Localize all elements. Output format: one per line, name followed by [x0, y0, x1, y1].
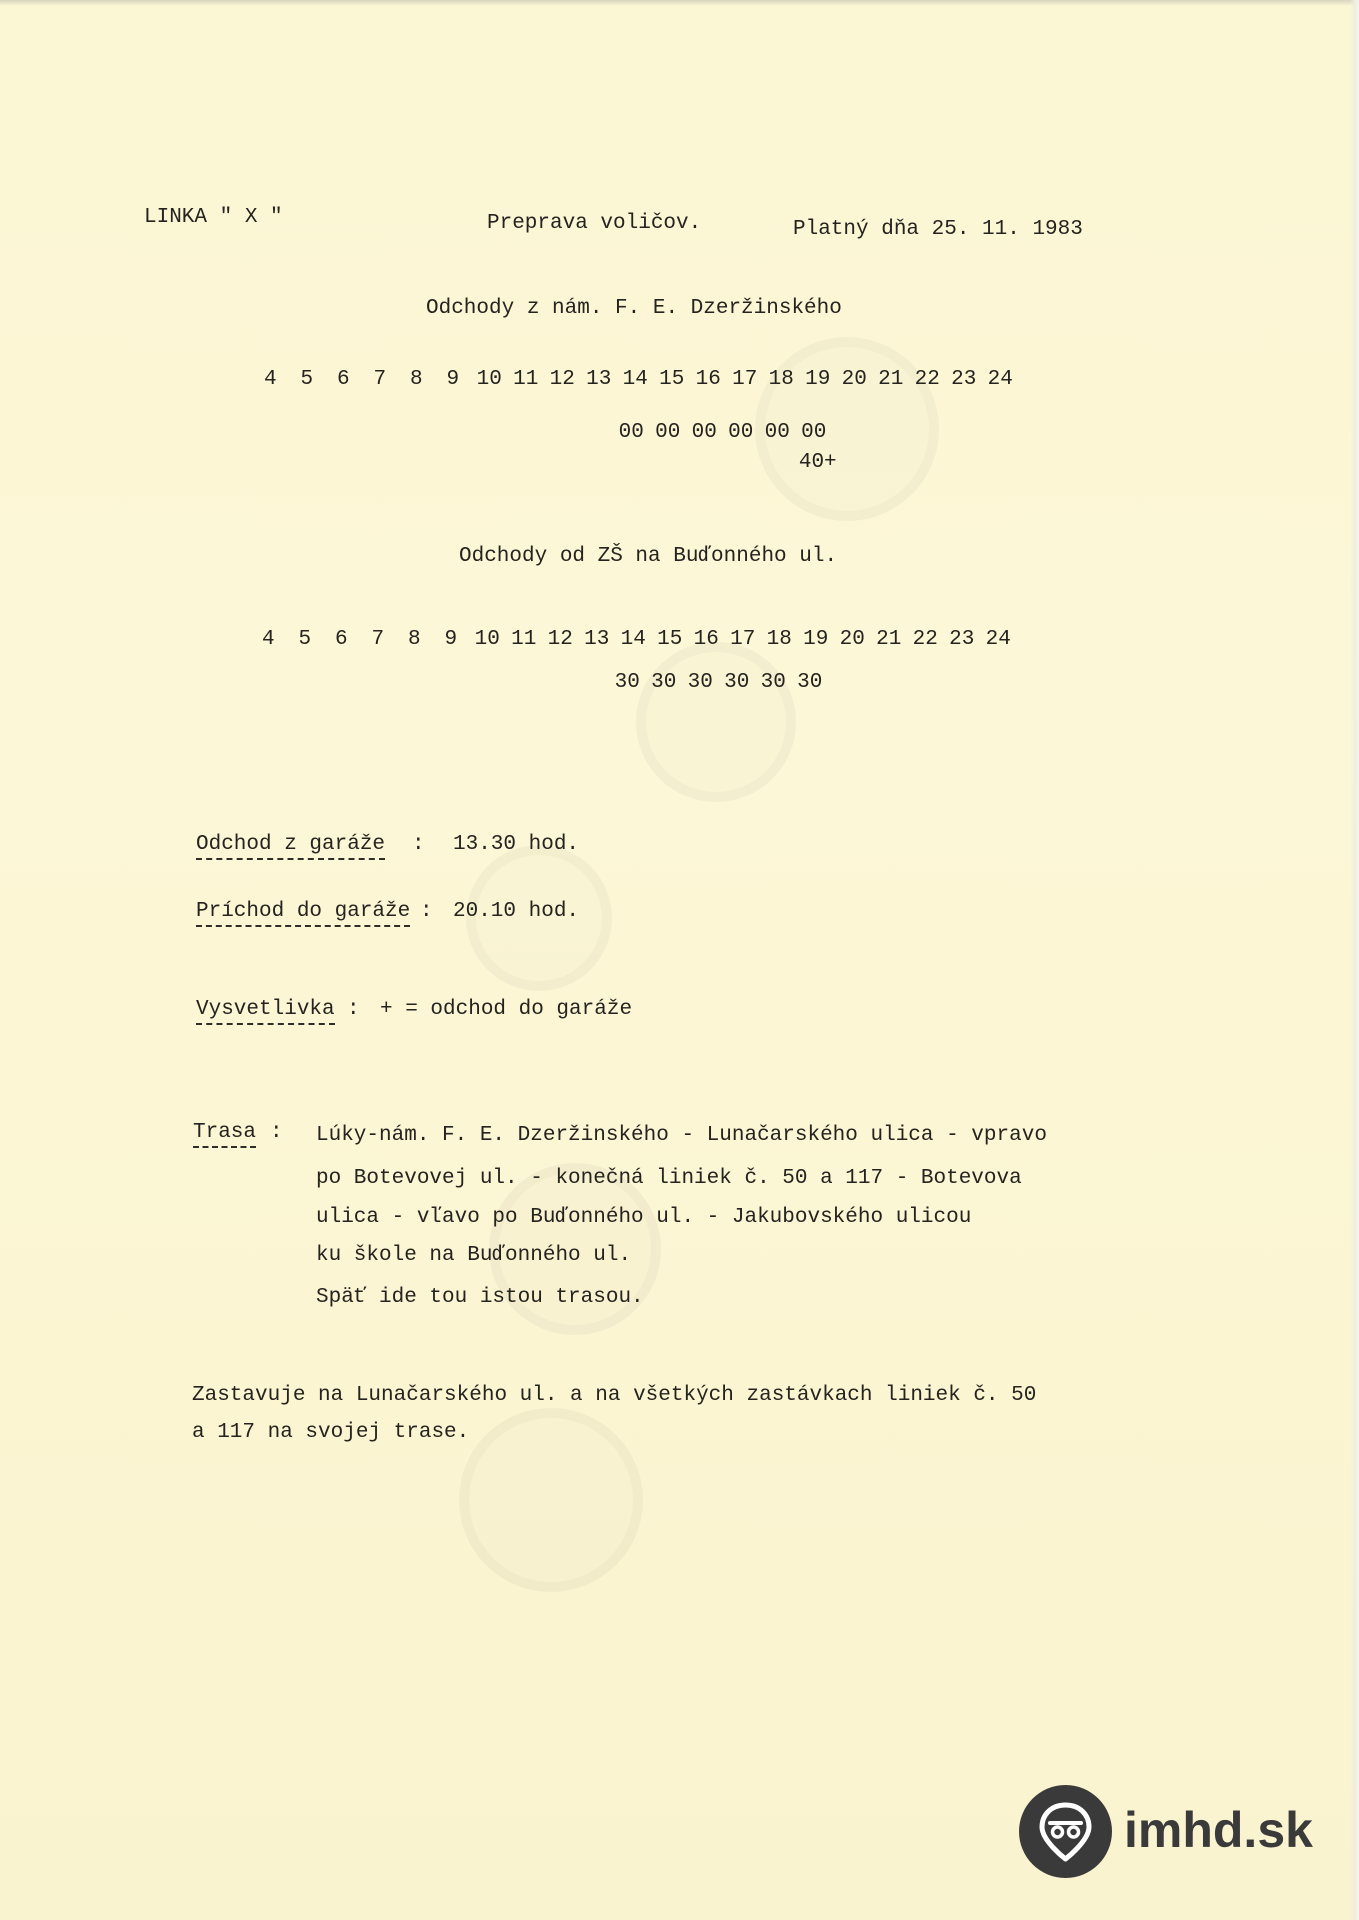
hour-cell: 15	[659, 368, 685, 391]
minute-cell	[244, 671, 281, 695]
hour-cell: 24	[987, 368, 1013, 391]
minute-cell	[394, 421, 431, 445]
minute-cell	[690, 451, 727, 475]
minute-cell	[909, 451, 946, 475]
minute-cell	[427, 671, 464, 695]
minute-cell: 30	[797, 671, 823, 694]
minute-cell	[467, 421, 504, 445]
logo-text: imhd.sk	[1124, 1802, 1313, 1858]
minute-cell	[321, 421, 358, 445]
minute-cell: 30	[651, 671, 677, 694]
route-line: ku škole na Buďonného ul.	[316, 1244, 632, 1267]
minute-cell	[398, 451, 435, 475]
minute-cell	[946, 451, 983, 475]
line-name: LINKA " X "	[144, 206, 283, 229]
route-label: Trasa	[193, 1121, 256, 1148]
hour-cell: 24	[985, 628, 1011, 651]
minute-cell: 30	[760, 671, 786, 694]
route-line: Späť ide tou istou trasou.	[316, 1286, 644, 1309]
hour-cell: 7	[373, 368, 387, 391]
separator: :	[420, 900, 433, 923]
minute-cell	[248, 421, 285, 445]
hour-cell: 14	[620, 628, 646, 651]
hour-cell: 8	[409, 368, 423, 391]
minute-cell	[763, 451, 800, 475]
minute-cell	[865, 671, 902, 695]
minute-cell: 00	[801, 421, 827, 444]
minute-cell	[832, 421, 869, 445]
minute-cell: 40+	[798, 451, 837, 474]
minute-cell	[504, 421, 541, 445]
hour-cell: 18	[766, 628, 792, 651]
minute-cell: 00	[691, 421, 717, 444]
document-title: Preprava voličov.	[487, 212, 702, 235]
garage-departure-label: Odchod z garáže	[196, 833, 385, 860]
hour-cell: 10	[476, 368, 502, 391]
minute-cell: 00	[728, 421, 754, 444]
minute-cell	[463, 671, 500, 695]
hour-cell: 12	[549, 368, 575, 391]
minute-cell	[978, 421, 1015, 445]
hour-cell: 18	[768, 368, 794, 391]
hour-cell: 7	[371, 628, 385, 651]
minute-cell: 00	[655, 421, 681, 444]
minute-cell	[836, 451, 873, 475]
watermark-logo	[636, 642, 796, 802]
hour-cell: 9	[446, 368, 460, 391]
hour-cell: 20	[841, 368, 867, 391]
garage-departure-time: 13.30 hod.	[453, 833, 580, 856]
minute-cell	[500, 671, 537, 695]
separator: :	[347, 998, 360, 1021]
minute-cell	[317, 671, 354, 695]
hour-cell: 8	[407, 628, 421, 651]
minute-cell	[873, 451, 910, 475]
hour-cell: 5	[300, 368, 314, 391]
minute-cell	[358, 421, 395, 445]
hour-cell: 6	[336, 368, 350, 391]
valid-from-date: Platný dňa 25. 11. 1983	[793, 218, 1083, 241]
minute-cell	[285, 421, 322, 445]
hour-cell: 9	[444, 628, 458, 651]
minute-cell: 00	[618, 421, 644, 444]
hour-cell: 10	[474, 628, 500, 651]
route-line: ulica - vľavo po Buďonného ul. - Jakubovského ulicou	[316, 1206, 972, 1229]
minute-cell	[577, 421, 614, 445]
minute-cell	[942, 421, 979, 445]
garage-arrival-time: 20.10 hod.	[453, 900, 580, 923]
minute-cell	[281, 671, 318, 695]
hour-cell: 12	[547, 628, 573, 651]
minute-cell	[471, 451, 508, 475]
minute-cell	[362, 451, 399, 475]
minute-cell	[828, 671, 865, 695]
hour-cell: 16	[695, 368, 721, 391]
minutes-row	[248, 421, 1015, 445]
legend-label: Vysvetlivka	[196, 998, 335, 1025]
stops-line: a 117 na svojej trase.	[192, 1421, 470, 1444]
hour-cell: 20	[839, 628, 865, 651]
minute-cell	[540, 421, 577, 445]
minute-cell: 30	[614, 671, 640, 694]
garage-arrival-label: Príchod do garáže	[196, 900, 410, 927]
hour-cell: 22	[914, 368, 940, 391]
minute-cell	[354, 671, 391, 695]
minute-cell	[508, 451, 545, 475]
minute-cell	[938, 671, 975, 695]
hour-cell: 19	[803, 628, 829, 651]
hour-cell: 22	[912, 628, 938, 651]
hour-cell: 23	[949, 628, 975, 651]
hour-cell: 4	[261, 628, 275, 651]
legend-text: + = odchod do garáže	[380, 998, 633, 1021]
minute-cell	[390, 671, 427, 695]
hour-cell: 16	[693, 628, 719, 651]
minute-cell	[252, 451, 289, 475]
schedule-title: Odchody od ZŠ na Buďonného ul.	[459, 545, 838, 568]
hour-cell: 19	[805, 368, 831, 391]
minute-cell: 00	[764, 421, 790, 444]
hour-cell: 13	[584, 628, 610, 651]
minute-cell	[431, 421, 468, 445]
hour-cell: 23	[951, 368, 977, 391]
minute-cell	[435, 451, 472, 475]
hour-cell: 15	[657, 628, 683, 651]
separator: :	[412, 833, 425, 856]
hour-cell: 4	[263, 368, 277, 391]
hour-cell: 17	[730, 628, 756, 651]
minute-cell	[573, 671, 610, 695]
minutes-row	[252, 451, 1019, 475]
minute-cell	[901, 671, 938, 695]
minute-cell	[289, 451, 326, 475]
page-edge	[1350, 0, 1359, 1920]
minute-cell	[905, 421, 942, 445]
minute-cell	[536, 671, 573, 695]
hour-cell: 5	[298, 628, 312, 651]
separator: :	[270, 1121, 283, 1144]
minute-cell	[544, 451, 581, 475]
minute-cell	[617, 451, 654, 475]
hour-cell: 11	[513, 368, 539, 391]
minute-cell: 30	[724, 671, 750, 694]
hour-cell: 21	[878, 368, 904, 391]
hour-cell: 14	[622, 368, 648, 391]
hour-cell: 11	[511, 628, 537, 651]
page-edge	[0, 0, 1359, 6]
imhd-pin-icon	[1019, 1785, 1112, 1878]
schedule-title: Odchody z nám. F. E. Dzeržinského	[426, 297, 842, 320]
minute-cell	[869, 421, 906, 445]
hour-cell: 13	[586, 368, 612, 391]
minute-cell	[325, 451, 362, 475]
hour-cell: 17	[732, 368, 758, 391]
route-line: Lúky-nám. F. E. Dzeržinského - Lunačarského ulica - vpravo	[316, 1124, 1047, 1147]
minute-cell: 30	[687, 671, 713, 694]
minutes-row	[244, 671, 1011, 695]
minute-cell	[727, 451, 764, 475]
minute-cell	[581, 451, 618, 475]
watermark-logo	[459, 1408, 643, 1592]
minute-cell	[974, 671, 1011, 695]
hours-row	[252, 368, 1019, 392]
hours-row	[250, 628, 1017, 652]
hour-cell: 6	[334, 628, 348, 651]
minute-cell	[654, 451, 691, 475]
stops-line: Zastavuje na Lunačarského ul. a na všetkých zastávkach liniek č. 50	[192, 1384, 1037, 1407]
minute-cell	[982, 451, 1019, 475]
hour-cell: 21	[876, 628, 902, 651]
route-line: po Botevovej ul. - konečná liniek č. 50 a 117 - Botevova	[316, 1167, 1022, 1190]
